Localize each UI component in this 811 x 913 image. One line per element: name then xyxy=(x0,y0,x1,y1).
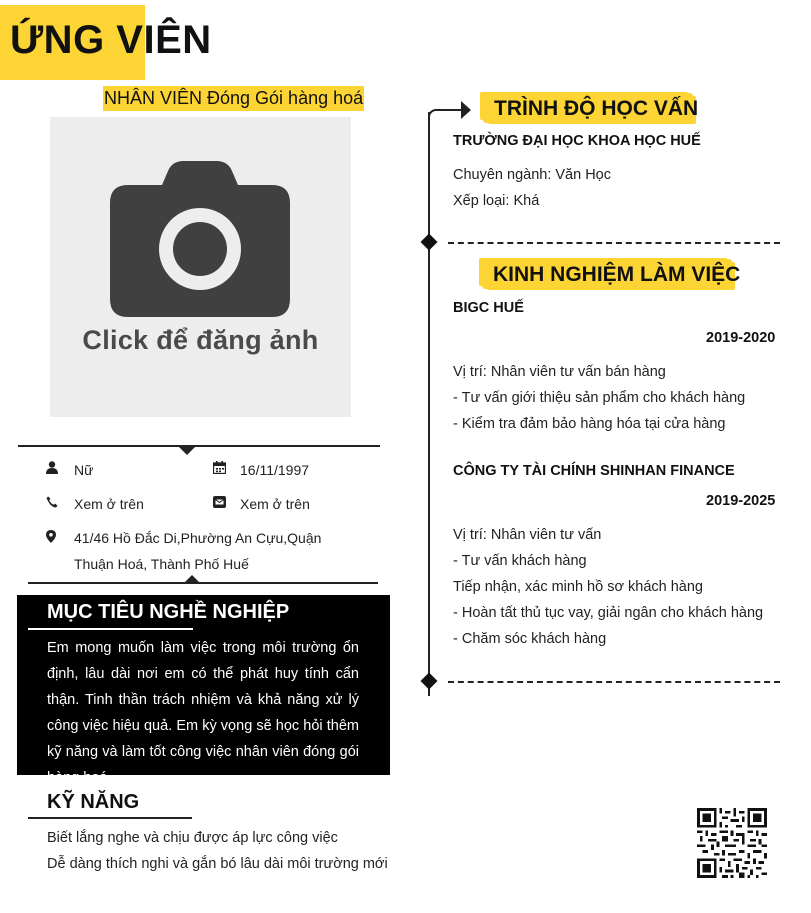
education-rank: Xếp loại: Khá xyxy=(453,193,540,209)
skills-title-underline xyxy=(28,817,192,819)
job-detail: Vị trí: Nhân viên tư vấn xyxy=(453,527,602,543)
job-period: 2019-2020 xyxy=(706,330,776,346)
objective-text: Em mong muốn làm việc trong môi trường ổn định, lâu dài nơi em có thể phát huy tính cẩn thận. Tinh thần trách nhiệm và khả năng xử lý công việc hiệu quả. Em kỳ vọng sẽ học hỏi thêm kỹ năng và làm tốt công việc nhân viên đóng gói hàng hoá. xyxy=(47,640,359,786)
skill-item: Biết lắng nghe và chịu được áp lực công việc xyxy=(47,830,338,846)
job-detail: - Kiểm tra đảm bảo hàng hóa tại cửa hàng xyxy=(453,416,726,432)
timeline-diamond xyxy=(421,234,438,251)
education-major: Chuyên ngành: Văn Học xyxy=(453,167,611,183)
objective-section xyxy=(17,595,390,786)
experience-divider xyxy=(448,681,780,683)
job-period: 2019-2025 xyxy=(706,493,776,509)
location-pin-icon xyxy=(46,530,56,543)
timeline-diamond xyxy=(421,673,438,690)
email-icon xyxy=(213,496,226,508)
candidate-name: ỨNG VIÊN xyxy=(10,18,212,62)
qr-code-icon xyxy=(697,808,767,878)
address-line-2: Thuận Hoá, Thành Phố Huế xyxy=(74,556,249,572)
job-detail: Tiếp nhận, xác minh hồ sơ khách hàng xyxy=(453,579,703,595)
divider-marker-down xyxy=(179,447,195,455)
job-detail: - Tư vấn giới thiệu sản phẩm cho khách hàng xyxy=(453,390,746,406)
job-company: CÔNG TY TÀI CHÍNH SHINHAN FINANCE xyxy=(453,463,735,479)
job-detail: Vị trí: Nhân viên tư vấn bán hàng xyxy=(453,364,666,380)
calendar-icon xyxy=(213,461,226,474)
education-divider xyxy=(448,242,780,244)
job-detail: - Hoàn tất thủ tục vay, giải ngân cho khách hàng xyxy=(453,605,764,621)
email-value: Xem ở trên xyxy=(240,496,310,512)
photo-caption: Click để đăng ảnh xyxy=(82,325,319,355)
user-icon xyxy=(46,461,58,474)
job-company: BIGC HUẾ xyxy=(453,300,524,316)
skill-item: Dễ dàng thích nghi và gắn bó lâu dài môi trường mới xyxy=(47,856,388,872)
timeline-line xyxy=(428,112,430,696)
skills-title: KỸ NĂNG xyxy=(47,791,140,813)
phone-value: Xem ở trên xyxy=(74,496,144,512)
camera-icon xyxy=(110,161,290,317)
address-line-1: 41/46 Hồ Đắc Di,Phường An Cựu,Quận xyxy=(74,530,322,546)
job-detail: - Tư vấn khách hàng xyxy=(453,553,587,569)
info-divider-top xyxy=(18,445,380,447)
objective-title-underline xyxy=(28,628,193,630)
job-detail: - Chăm sóc khách hàng xyxy=(453,631,607,647)
phone-icon xyxy=(46,496,58,508)
gender-value: Nữ xyxy=(74,462,94,478)
position-title: NHÂN VIÊN Đóng Gói hàng hoá xyxy=(103,86,364,111)
birthdate-value: 16/11/1997 xyxy=(240,462,310,478)
timeline-arrow-icon xyxy=(461,101,471,119)
timeline-top-line xyxy=(436,109,462,111)
objective-title: MỤC TIÊU NGHỀ NGHIỆP xyxy=(47,601,290,623)
photo-upload-area[interactable] xyxy=(50,117,351,417)
info-divider-bottom xyxy=(28,582,378,584)
education-school: TRƯỜNG ĐẠI HỌC KHOA HỌC HUẾ xyxy=(453,133,701,149)
experience-title: KINH NGHIỆM LÀM VIỆC xyxy=(493,263,741,286)
education-title: TRÌNH ĐỘ HỌC VẤN xyxy=(494,97,699,120)
